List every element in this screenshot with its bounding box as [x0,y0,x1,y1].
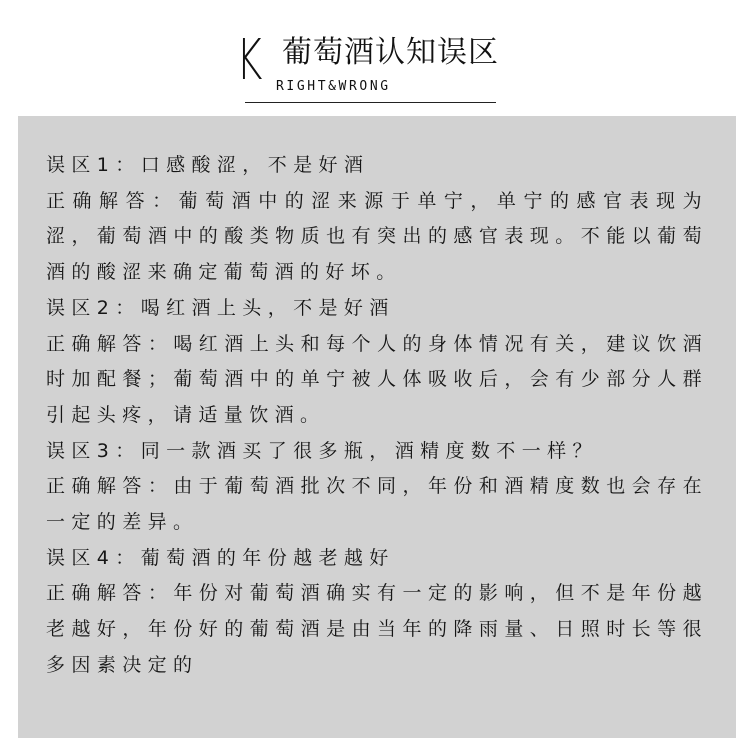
title-underline [245,102,496,103]
myth-2-answer: 正确解答：喝红酒上头和每个人的身体情况有关，建议饮酒时加配餐；葡萄酒中的单宁被人体吸收后，会有少部分人群引起头疼，请适量饮酒。 [46,332,708,426]
myth-1-heading: 误区1：口感酸涩，不是好酒 [46,154,370,176]
page-title: 葡萄酒认知误区 [282,35,499,70]
myth-3-answer: 正确解答：由于葡萄酒批次不同，年份和酒精度数也会存在一定的差异。 [46,475,708,534]
header [0,0,750,112]
myth-2-heading: 误区2：喝红酒上头，不是好酒 [46,296,395,319]
myth-3-heading: 误区3：同一款酒买了很多瓶，酒精度数不一样？ [46,439,598,462]
brand-letter-k: K [236,28,263,93]
content-card [18,116,736,738]
content-text [46,148,708,684]
myth-4-answer: 正确解答：年份对葡萄酒确实有一定的影响，但不是年份越老越好，年份好的葡萄酒是由当年的降雨量、日照时长等很多因素决定的 [46,582,708,676]
myth-1-answer: 正确解答：葡萄酒中的涩来源于单宁，单宁的感官表现为涩，葡萄酒中的酸类物质也有突出的感官表现。不能以葡萄酒的酸涩来确定葡萄酒的好坏。 [46,189,708,284]
myth-4-heading: 误区4：葡萄酒的年份越老越好 [46,546,395,569]
page-subtitle: RIGHT&WRONG [276,79,391,94]
